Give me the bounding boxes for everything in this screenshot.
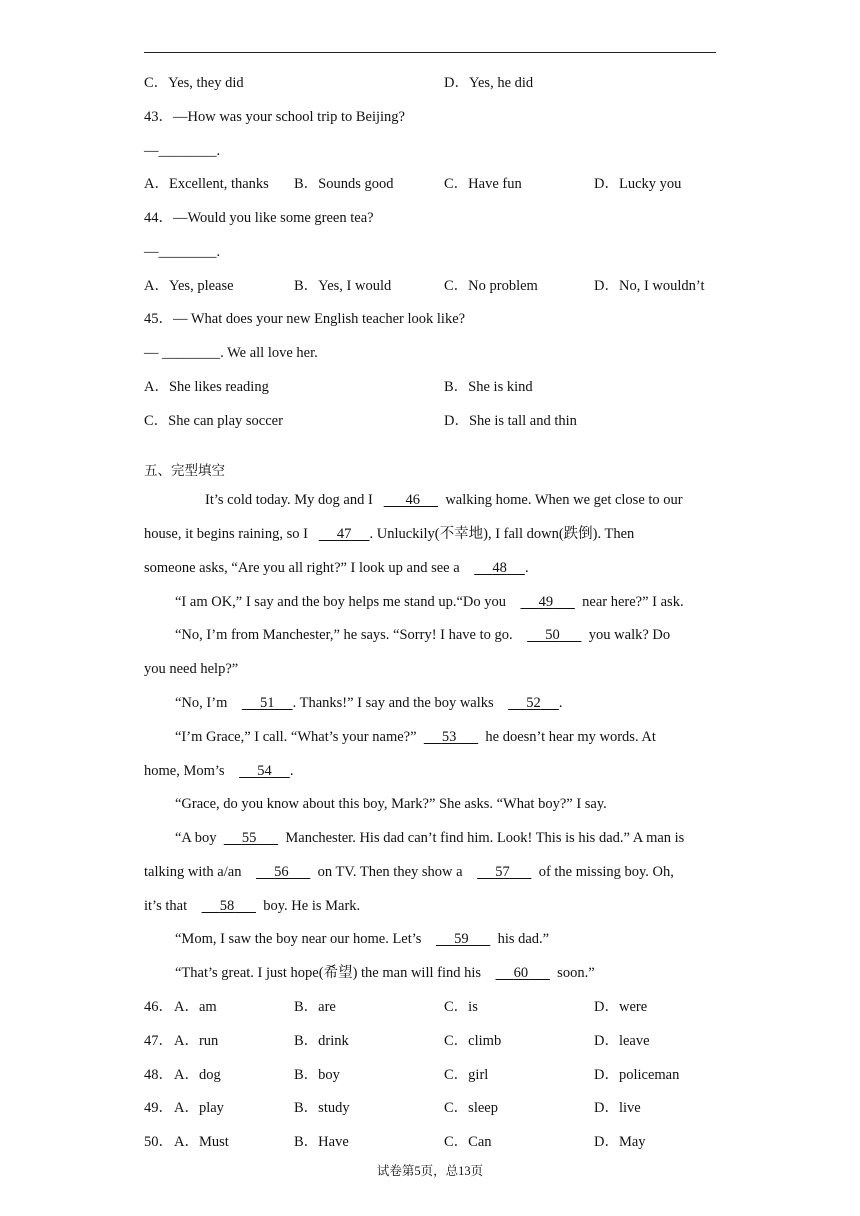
passage-text: he doesn’t hear my words. At [485, 729, 656, 745]
passage-text: someone asks, “Are you all right?” I look up and see a [144, 560, 460, 576]
blank-number: 47 [336, 526, 352, 542]
blank-48 [474, 559, 525, 577]
blank-number: 46 [405, 492, 420, 508]
blank-number: 50 [545, 627, 560, 643]
passage-text: home, Mom’s [144, 763, 225, 779]
q44-question: 44．—Would you like some green tea? [144, 210, 374, 226]
q43-option-b: B．Sounds good [294, 176, 394, 192]
blank-number: 55 [241, 830, 257, 846]
q44-option-d: D．No, I wouldn’t [594, 278, 705, 294]
passage-text: “No, I’m from Manchester,” he says. “Sorry! I have to go. [175, 627, 513, 643]
q45-option-b: B．She is kind [444, 379, 533, 395]
question-number: 47． [144, 1033, 173, 1049]
passage-text: “That’s great. I just hope(希望) the man will find his [175, 965, 482, 981]
passage-line [144, 863, 674, 881]
passage-text: talking with a/an [144, 864, 242, 880]
blank-number: 52 [526, 695, 541, 711]
blank-47 [319, 525, 370, 543]
passage-text: . Unluckily(不幸地), I fall down(跌倒). Then [369, 526, 635, 542]
passage-line [175, 626, 670, 644]
q43-question: 43．—How was your school trip to Beijing? [144, 109, 405, 125]
option-c: C．climb [444, 1033, 502, 1049]
blank-57 [477, 863, 531, 881]
blank-50 [527, 626, 581, 644]
q45-option-c: C．She can play soccer [144, 413, 283, 429]
option-d: D．were [594, 999, 648, 1015]
passage-text: . [558, 695, 563, 711]
passage-line [175, 964, 595, 982]
passage-line [144, 559, 529, 577]
passage-text: It’s cold today. My dog and I [205, 492, 373, 508]
option-a: A．run [174, 1033, 219, 1049]
passage-text: of the missing boy. Oh, [538, 864, 674, 880]
passage-text: . Thanks!” I say and the boy walks [292, 695, 494, 711]
blank-number: 51 [259, 695, 275, 711]
blank-53 [424, 728, 478, 746]
q42-option-d: D．Yes, he did [444, 75, 534, 91]
passage-text: soon.” [557, 965, 595, 981]
q44-option-c: C．No problem [444, 278, 538, 294]
passage-line [175, 694, 563, 712]
passage-line [144, 897, 360, 915]
passage-text: his dad.” [497, 931, 550, 947]
passage-text [373, 492, 384, 508]
q45-option-a: A．She likes reading [144, 379, 269, 395]
q43-option-d: D．Lucky you [594, 176, 682, 192]
passage-text: house, it begins raining, so I [144, 526, 308, 542]
passage-line: you need help?” [144, 661, 239, 677]
option-c: C．girl [444, 1067, 489, 1083]
passage-text: you walk? Do [588, 627, 671, 643]
question-number: 46． [144, 999, 173, 1015]
passage-line [175, 593, 684, 611]
passage-line [175, 728, 656, 746]
blank-55 [224, 829, 278, 847]
option-b: B．study [294, 1100, 350, 1116]
passage-text: Manchester. His dad can’t find him. Look! This is his dad.” A man is [285, 830, 685, 846]
passage-line: “Grace, do you know about this boy, Mark?” She asks. “What boy?” I say. [175, 796, 607, 812]
blank-number: 48 [492, 560, 507, 576]
option-d: D．May [594, 1134, 646, 1150]
option-b: B．drink [294, 1033, 349, 1049]
option-d: D．policeman [594, 1067, 680, 1083]
passage-text: “I’m Grace,” I call. “What’s your name?” [175, 729, 417, 745]
passage-text: “A boy [175, 830, 217, 846]
question-number: 50． [144, 1134, 173, 1150]
blank-52 [508, 694, 559, 712]
option-d: D．live [594, 1100, 641, 1116]
blank-number: 57 [495, 864, 510, 880]
page-footer: 试卷第5页，总13页 [376, 1164, 484, 1178]
blank-46 [384, 491, 438, 509]
passage-line [205, 491, 683, 509]
q43-answer-line: —________. [144, 143, 221, 159]
q42-option-c: C．Yes, they did [144, 75, 244, 91]
q44-option-a: A．Yes, please [144, 278, 234, 294]
option-a: A．dog [174, 1067, 221, 1083]
option-c: C．is [444, 999, 478, 1015]
q45-option-d: D．She is tall and thin [444, 413, 577, 429]
passage-text: “No, I’m [175, 695, 228, 711]
question-number: 49． [144, 1100, 173, 1116]
section-title: 五、完型填空 [144, 463, 225, 479]
blank-51 [242, 694, 293, 712]
passage-text: on TV. Then they show a [317, 864, 463, 880]
blank-60 [496, 964, 550, 982]
blank-number: 58 [219, 898, 235, 914]
blank-number: 53 [441, 729, 457, 745]
option-b: B．boy [294, 1067, 340, 1083]
passage-line [144, 762, 293, 780]
q45-question: 45．— What does your new English teacher look like? [144, 311, 466, 327]
q43-option-a: A．Excellent, thanks [144, 176, 269, 192]
question-number: 48． [144, 1067, 173, 1083]
q45-answer-line: — ________. We all love her. [144, 345, 318, 361]
q44-answer-line: —________. [144, 244, 221, 260]
blank-59 [436, 930, 490, 948]
option-a: A．am [174, 999, 217, 1015]
passage-line [144, 525, 634, 543]
blank-54 [239, 762, 290, 780]
blank-56 [256, 863, 310, 881]
q43-option-c: C．Have fun [444, 176, 522, 192]
option-a: A．play [174, 1100, 224, 1116]
passage-line [175, 829, 684, 847]
blank-number: 56 [274, 864, 289, 880]
passage-text: it’s that [144, 898, 188, 914]
blank-number: 49 [538, 594, 554, 610]
option-a: A．Must [174, 1134, 229, 1150]
q44-option-b: B．Yes, I would [294, 278, 392, 294]
option-c: C．sleep [444, 1100, 498, 1116]
passage-line [175, 930, 549, 948]
passage-text: near here?” I ask. [582, 594, 684, 610]
option-b: B．are [294, 999, 336, 1015]
blank-49 [521, 593, 575, 611]
blank-number: 54 [257, 763, 272, 779]
passage-text: walking home. When we get close to our [445, 492, 683, 508]
blank-58 [202, 897, 256, 915]
option-d: D．leave [594, 1033, 650, 1049]
option-b: B．Have [294, 1134, 349, 1150]
blank-number: 59 [454, 931, 469, 947]
option-c: C．Can [444, 1134, 492, 1150]
header-rule [144, 52, 716, 53]
passage-text: . [289, 763, 294, 779]
passage-text: boy. He is Mark. [263, 898, 361, 914]
blank-number: 60 [513, 965, 529, 981]
passage-text: . [524, 560, 529, 576]
passage-text: “I am OK,” I say and the boy helps me stand up.“Do you [175, 594, 507, 610]
passage-text: “Mom, I saw the boy near our home. Let’s [175, 931, 422, 947]
